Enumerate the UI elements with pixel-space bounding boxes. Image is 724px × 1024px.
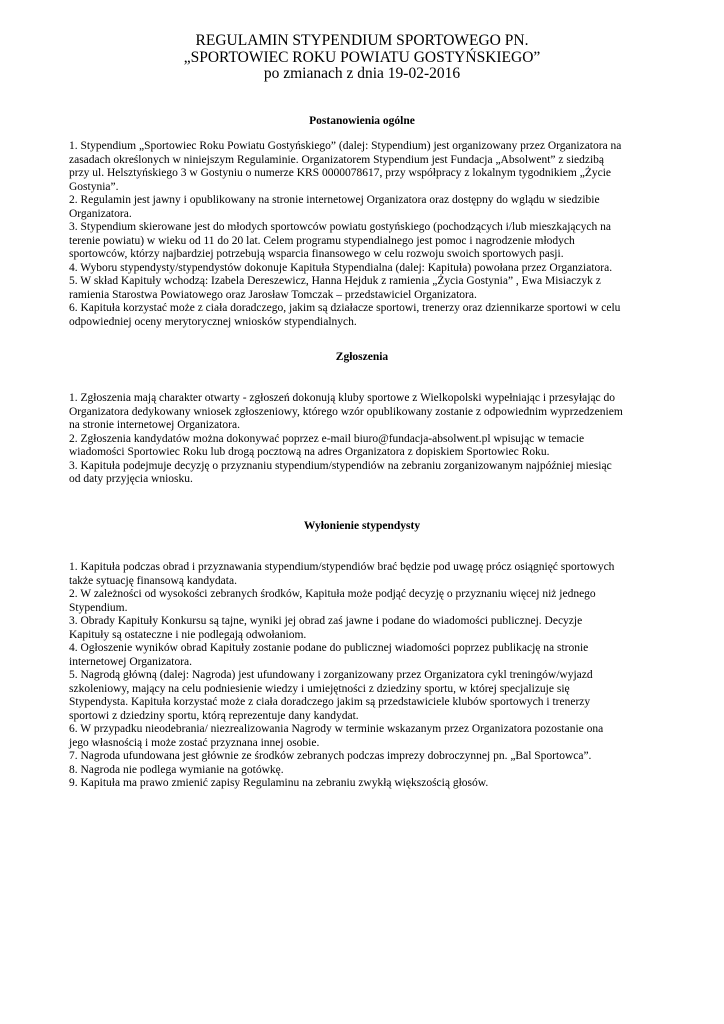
title-line: „SPORTOWIEC ROKU POWIATU GOSTYŃSKIEGO” bbox=[183, 48, 541, 66]
text-line: internetowej Organizatora. bbox=[69, 655, 193, 668]
section-wylonienie bbox=[69, 561, 669, 791]
text-line: 7. Nagroda ufundowana jest głównie ze środków zebranych podczas imprezy dobroczynnej pn. „Bal Sportowca”. bbox=[69, 750, 592, 762]
list-item bbox=[69, 433, 669, 460]
text-line: 2. W zależności od wysokości zebranych środków, Kapituła może podjąć decyzję o przyznaniu więcej niż jednego bbox=[69, 588, 596, 600]
text-line: 6. W przypadku nieodebrania/ niezrealizowania Nagrody w terminie wskazanym przez Organizatora pozostanie ona bbox=[69, 723, 604, 735]
list-item bbox=[69, 642, 669, 669]
list-item bbox=[69, 588, 669, 615]
text-line: jego własnością i może zostać przyznana innej osobie. bbox=[69, 736, 320, 749]
text-line: przy ul. Helsztyńskiego 3 w Gostyniu o numerze KRS 0000078617, przy współpracy z lokalnym tygodnikiem „Życie bbox=[69, 167, 611, 179]
list-item bbox=[69, 140, 669, 194]
list-item bbox=[69, 669, 669, 723]
section-heading-postanowienia: Postanowienia ogólne bbox=[309, 115, 415, 127]
text-line: 1. Stypendium „Sportowiec Roku Powiatu Gostyńskiego” (dalej: Stypendium) jest organizowany przez Organizatora na bbox=[69, 140, 622, 152]
list-item bbox=[69, 777, 669, 791]
text-line: 4. Wyboru stypendysty/stypendystów dokonuje Kapituła Stypendialna (dalej: Kapituła) powołana przez Organziatora. bbox=[69, 261, 613, 274]
title-line: REGULAMIN STYPENDIUM SPORTOWEGO PN. bbox=[195, 32, 529, 49]
text-line: 6. Kapituła korzystać może z ciała doradczego, jakim są działacze sportowi, trenerzy oraz dziennikarze sportowi w celu bbox=[69, 302, 621, 314]
list-item bbox=[69, 723, 669, 750]
text-line: 8. Nagroda nie podlega wymianie na gotówkę. bbox=[69, 763, 284, 776]
text-line: 3. Obrady Kapituły Konkursu są tajne, wyniki jej obrad zaś jawne i podane do wiadomości publicznej. Decyzje bbox=[69, 615, 583, 627]
text-line: 5. Nagrodą główną (dalej: Nagroda) jest ufundowany i zorganizowany przez Organizatora cykl treningów/wyjazd bbox=[69, 669, 593, 681]
text-line: ramienia Starostwa Powiatowego oraz Jarosław Tomczak – przedstawiciel Organizatora. bbox=[69, 288, 477, 301]
list-item bbox=[69, 275, 669, 302]
text-line: Gostynia”. bbox=[69, 180, 119, 193]
section-heading-wylonienie: Wyłonienie stypendysty bbox=[303, 520, 421, 532]
text-line: 2. Zgłoszenia kandydatów można dokonywać poprzez e-mail biuro@fundacja-absolwent.pl wpisując w temacie bbox=[69, 432, 585, 445]
text-line: Stypendium. bbox=[69, 601, 128, 614]
section-postanowienia bbox=[69, 140, 669, 329]
text-line: na stronie internetowej Organizatora. bbox=[69, 419, 240, 431]
text-line: także sytuację finansową kandydata. bbox=[69, 574, 237, 587]
document-title bbox=[0, 33, 724, 83]
section-heading-zgloszenia: Zgłoszenia bbox=[335, 351, 389, 363]
text-line: zasadach określonych w niniejszym Regulaminie. Organizatorem Stypendium jest Fundacja „Absolwent” z siedzibą bbox=[69, 153, 605, 166]
text-line: Kapituły są ostateczne i nie podlegają odwołaniom. bbox=[69, 628, 307, 641]
text-line: 2. Regulamin jest jawny i opublikowany na stronie internetowej Organizatora oraz dostępny do wglądu w siedzibie bbox=[69, 194, 600, 206]
list-item bbox=[69, 221, 669, 262]
list-item bbox=[69, 460, 669, 487]
text-line: sportowi z dziedziny sportu, którą reprezentuje dany kandydat. bbox=[69, 709, 359, 722]
text-line: 4. Ogłoszenie wyników obrad Kapituły zostanie podane do publicznej wiadomości poprzez publikację na stronie bbox=[69, 642, 589, 654]
list-item bbox=[69, 764, 669, 778]
text-line: 3. Stypendium skierowane jest do młodych sportowców powiatu gostyńskiego (pochodzących i/lub mieszkających na bbox=[69, 221, 611, 233]
text-line: 3. Kapituła podejmuje decyzję o przyznaniu stypendium/stypendiów na zebraniu zorganizowanym najpóźniej miesiąc bbox=[69, 459, 612, 472]
text-line: szkoleniowy, mający na celu podniesienie wiedzy i umiejętności z dziedziny sportu, w której specjalizuje się bbox=[69, 682, 570, 695]
text-line: Organizatora dedykowany wniosek zgłoszeniowy, którego wzór opublikowany zostanie z odpowiednim wyprzedzeniem bbox=[69, 405, 623, 418]
text-line: wiadomości Sportowiec Roku lub drogą pocztową na adres Organizatora z dopiskiem Sportowiec Roku. bbox=[69, 446, 550, 458]
text-line: terenie powiatu) w wieku od 11 do 20 lat. Celem programu stypendialnego jest pomoc i nagrodzenie młodych bbox=[69, 234, 575, 247]
section-zgloszenia bbox=[69, 392, 669, 487]
text-line: sportowców, którzy najbardziej potrzebują wsparcia finansowego w celu rozwoju swoich sportowych pasji. bbox=[69, 248, 564, 260]
list-item bbox=[69, 262, 669, 276]
text-line: od daty przyjęcia wniosku. bbox=[69, 473, 193, 485]
list-item bbox=[69, 750, 669, 764]
list-item bbox=[69, 194, 669, 221]
text-line: 5. W skład Kapituły wchodzą: Izabela Dereszewicz, Hanna Hejduk z ramienia „Życia Gostynia” , Ewa Misiaczyk z bbox=[69, 275, 601, 287]
list-item bbox=[69, 615, 669, 642]
text-line: Stypendysta. Kapituła korzystać może z ciała doradczego jakim są przedstawiciele klubów sportowych i trenerzy bbox=[69, 696, 591, 708]
text-line: 9. Kapituła ma prawo zmienić zapisy Regulaminu na zebraniu zwykłą większością głosów. bbox=[69, 777, 489, 789]
title-line: po zmianach z dnia 19-02-2016 bbox=[263, 65, 461, 82]
list-item bbox=[69, 561, 669, 588]
list-item bbox=[69, 302, 669, 329]
text-line: Organizatora. bbox=[69, 207, 132, 220]
text-line: odpowiedniej oceny merytorycznej wniosków stypendialnych. bbox=[69, 315, 357, 328]
text-line: 1. Zgłoszenia mają charakter otwarty - zgłoszeń dokonują kluby sportowe z Wielkopolski wypełniając i przesyłając do bbox=[69, 392, 616, 404]
text-line: 1. Kapituła podczas obrad i przyznawania stypendium/stypendiów brać będzie pod uwagę prócz osiągnięć sportowych bbox=[69, 561, 615, 573]
list-item bbox=[69, 392, 669, 433]
